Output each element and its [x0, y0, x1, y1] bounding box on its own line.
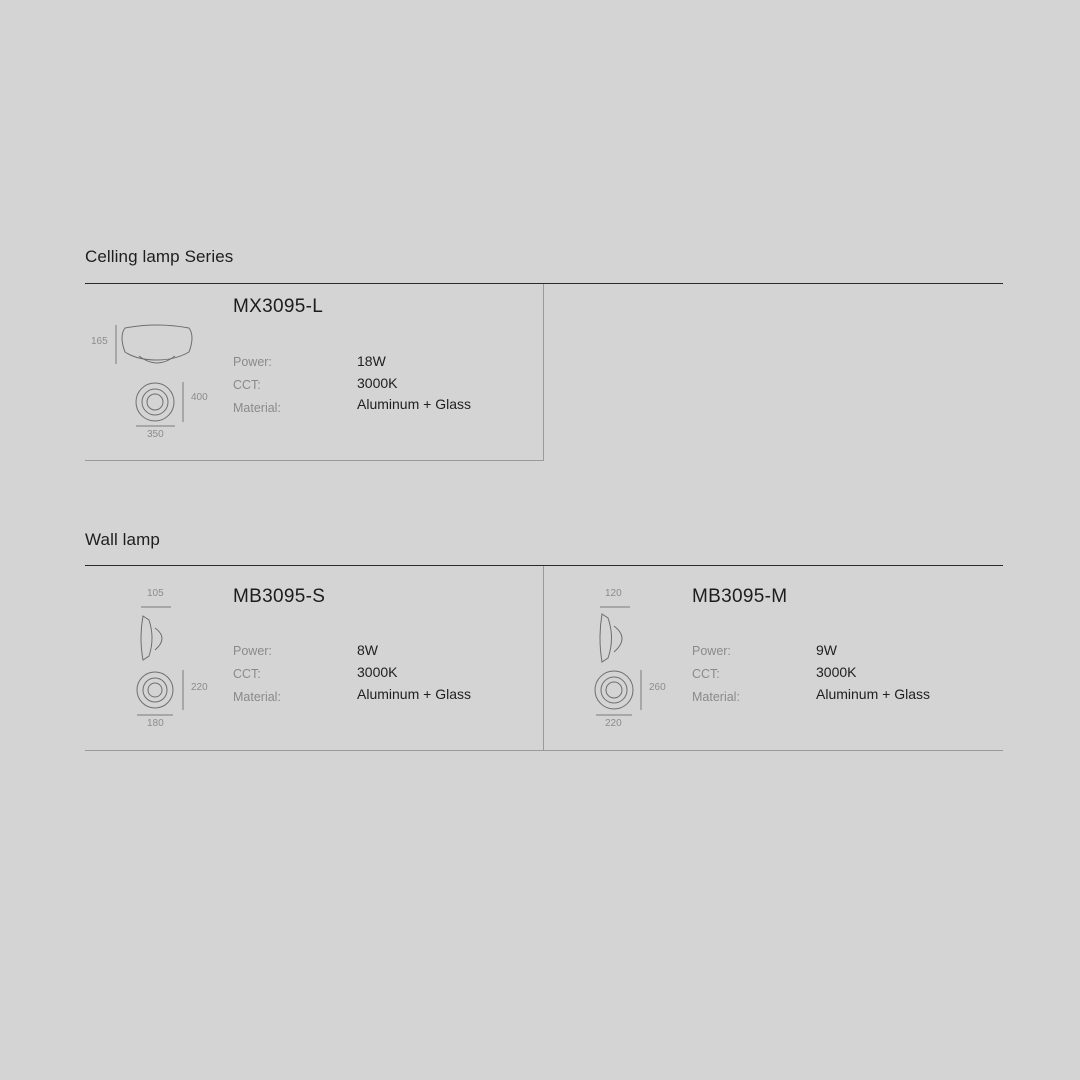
dim-depth: 400	[191, 392, 208, 403]
dim-height: 165	[91, 336, 108, 347]
lamp-drawing-wall-s	[85, 566, 225, 751]
model-name: MB3095-M	[692, 586, 788, 607]
spec-value-material: Aluminum + Glass	[357, 686, 471, 702]
dim-top: 120	[605, 588, 622, 599]
product-card-mx3095-l[interactable]	[85, 284, 544, 461]
spec-value-cct: 3000K	[357, 664, 398, 680]
spec-value-power: 8W	[357, 642, 378, 658]
spec-label-cct: CCT:	[233, 667, 261, 681]
model-name: MX3095-L	[233, 296, 324, 317]
spec-label-power: Power:	[233, 355, 272, 369]
lamp-drawing-wall-m	[544, 566, 684, 751]
spec-label-material: Material:	[233, 690, 281, 704]
spec-label-cct: CCT:	[692, 667, 720, 681]
spec-value-cct: 3000K	[816, 664, 857, 680]
model-name: MB3095-S	[233, 586, 326, 607]
dim-bottom: 220	[605, 718, 622, 729]
spec-value-material: Aluminum + Glass	[357, 396, 471, 412]
spec-value-power: 9W	[816, 642, 837, 658]
dim-bottom: 180	[147, 718, 164, 729]
spec-label-material: Material:	[692, 690, 740, 704]
dim-side: 260	[649, 682, 666, 693]
dim-width: 350	[147, 429, 164, 440]
product-card-mb3095-s[interactable]	[85, 566, 544, 751]
spec-value-power: 18W	[357, 353, 386, 369]
section-title-wall: Wall lamp	[85, 530, 160, 549]
spec-value-cct: 3000K	[357, 375, 398, 391]
lamp-drawing-ceiling	[85, 284, 225, 461]
section-title-ceiling: Celling lamp Series	[85, 247, 234, 266]
spec-label-power: Power:	[233, 644, 272, 658]
spec-label-cct: CCT:	[233, 378, 261, 392]
spec-label-material: Material:	[233, 401, 281, 415]
dim-top: 105	[147, 588, 164, 599]
spec-label-power: Power:	[692, 644, 731, 658]
spec-value-material: Aluminum + Glass	[816, 686, 930, 702]
dim-side: 220	[191, 682, 208, 693]
product-card-mb3095-m[interactable]	[544, 566, 1003, 751]
